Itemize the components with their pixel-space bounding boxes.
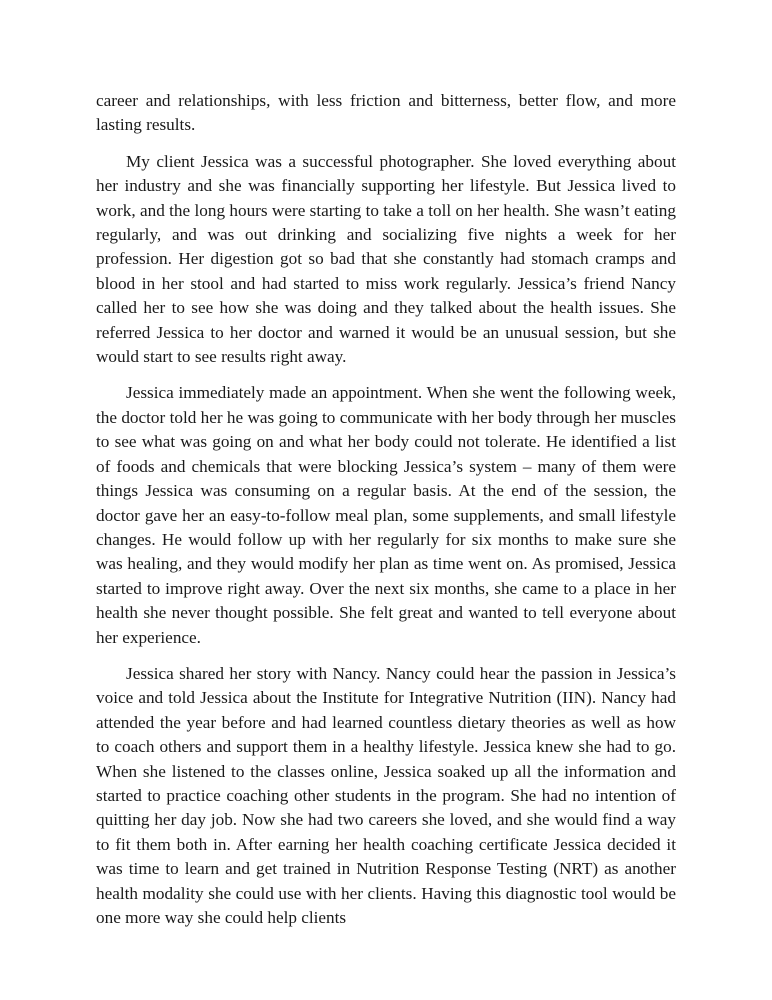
document-page xyxy=(96,89,676,942)
paragraph-appointment: Jessica immediately made an appointment. When she went the following week, the doctor told her he was going to communicate with her body through her muscles to see what was going on and what her body could not tolerate. He identified a list of foods and chemicals that were blocking Jessica’s system – many of them were things Jessica was consuming on a regular basis. At the end of the session, the doctor gave her an easy-to-follow meal plan, some supplements, and small lifestyle changes. He would follow up with her regularly for six months to make sure she was healing, and they would modify her plan as time went on. As promised, Jessica started to improve right away. Over the next six months, she came to a place in her health she never thought possible. She felt great and wanted to tell everyone about her experience. xyxy=(96,383,676,647)
paragraph-jessica-photographer: My client Jessica was a successful photographer. She loved everything about her industry and she was financially supporting her lifestyle. But Jessica lived to work, and the long hours were starting to take a toll on her health. She wasn’t eating regularly, and was out drinking and socializing five nights a week for her profession. Her digestion got so bad that she constantly had stomach cramps and blood in her stool and had started to miss work regularly. Jessica’s friend Nancy called her to see how she was doing and they talked about the health issues. She referred Jessica to her doctor and warned it would be an unusual session, but she would start to see results right away. xyxy=(96,151,676,367)
paragraph-continued: career and relationships, with less friction and bitterness, better flow, and more lasting results. xyxy=(96,91,676,135)
paragraph-shared-story: Jessica shared her story with Nancy. Nancy could hear the passion in Jessica’s voice and told Jessica about the Institute for Integrative Nutrition (IIN). Nancy had attended the year before and had learned countless dietary theories as well as how to coach others and support them in a healthy lifestyle. Jessica knew she had to go. When she listened to the classes online, Jessica soaked up all the information and started to practice coaching other students in the program. She had no intention of quitting her day job. Now she had two careers she loved, and she would find a way to fit them both in. After earning her health coaching certificate Jessica decided it was time to learn and get trained in Nutrition Response Testing (NRT) as another health modality she could use with her clients. Having this diagnostic tool would be one more way she could help clients xyxy=(96,663,676,927)
